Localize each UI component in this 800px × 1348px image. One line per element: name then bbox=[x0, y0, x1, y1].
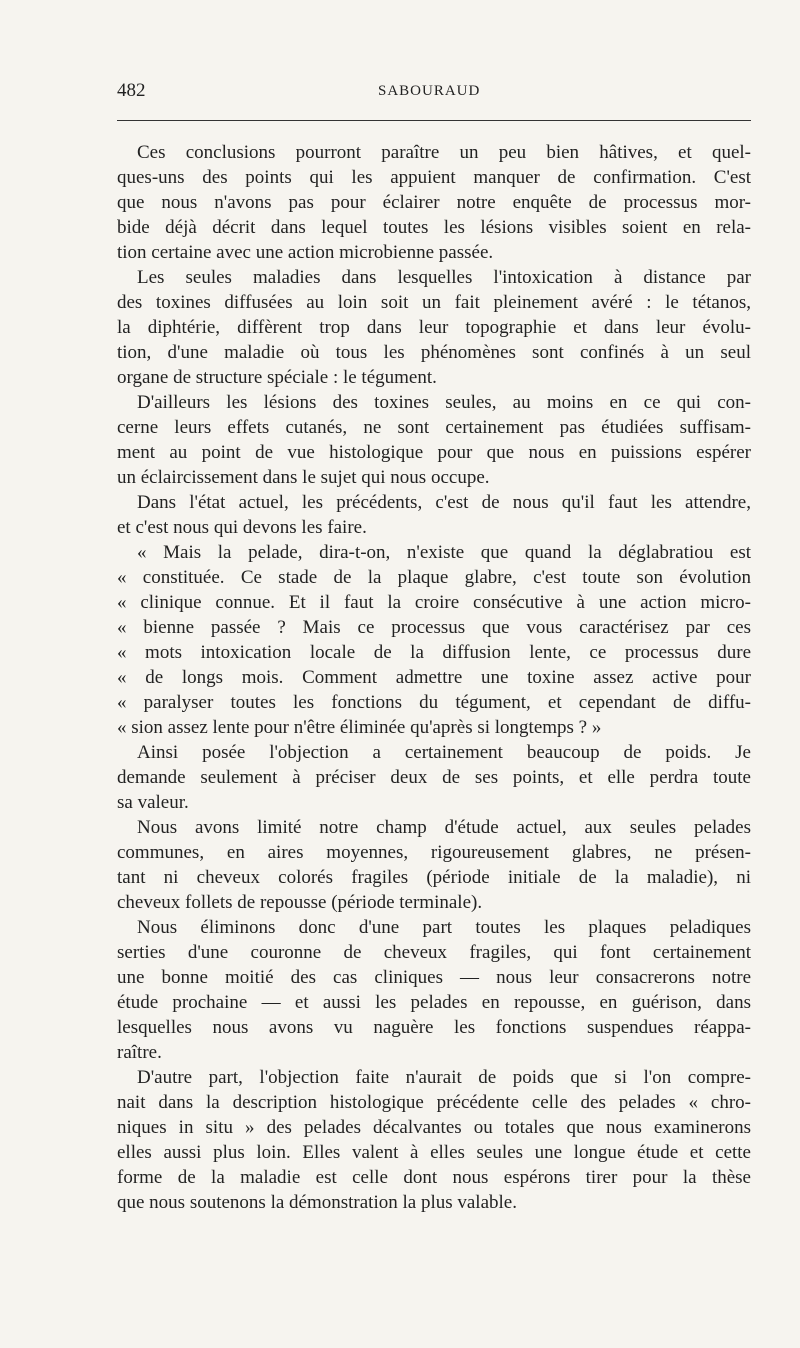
text-line: lesquelles nous avons vu naguère les fonctions suspendues réappa- bbox=[117, 1017, 751, 1038]
quote-line: « paralyser toutes les fonctions du tégument, et cependant de diffu- bbox=[117, 692, 751, 713]
text-line: D'autre part, l'objection faite n'aurait de poids que si l'on compre- bbox=[137, 1067, 751, 1088]
text-line: tion, d'une maladie où tous les phénomènes sont confinés à un seul bbox=[117, 342, 751, 363]
text-line: et c'est nous qui devons les faire. bbox=[117, 517, 367, 538]
text-line: Ainsi posée l'objection a certainement beaucoup de poids. Je bbox=[137, 742, 751, 763]
text-line: Nous éliminons donc d'une part toutes les plaques peladiques bbox=[137, 917, 751, 938]
text-line: la diphtérie, diffèrent trop dans leur topographie et dans leur évolu- bbox=[117, 317, 751, 338]
text-line: nait dans la description histologique précédente celle des pelades « chro- bbox=[117, 1092, 751, 1113]
quote-line: « de longs mois. Comment admettre une toxine assez active pour bbox=[117, 667, 751, 688]
text-line: Nous avons limité notre champ d'étude actuel, aux seules pelades bbox=[137, 817, 751, 838]
running-head: SABOURAUD bbox=[378, 83, 481, 99]
text-line: niques in situ » des pelades décalvantes ou totales que nous examinerons bbox=[117, 1117, 751, 1138]
text-line: Ces conclusions pourront paraître un peu bien hâtives, et quel- bbox=[137, 142, 751, 163]
text-line: cheveux follets de repousse (période terminale). bbox=[117, 892, 483, 913]
text-line: Les seules maladies dans lesquelles l'intoxication à distance par bbox=[137, 267, 751, 288]
text-line: organe de structure spéciale : le tégument. bbox=[117, 367, 437, 388]
text-line: une bonne moitié des cas cliniques — nous leur consacrerons notre bbox=[117, 967, 751, 988]
text-line: que nous n'avons pas pour éclairer notre enquête de processus mor- bbox=[117, 192, 751, 213]
text-line: étude prochaine — et aussi les pelades en repousse, en guérison, dans bbox=[117, 992, 751, 1013]
quote-line: « mots intoxication locale de la diffusion lente, ce processus dure bbox=[117, 642, 751, 663]
text-line: sa valeur. bbox=[117, 792, 189, 813]
body-text bbox=[117, 140, 751, 1215]
text-line: ment au point de vue histologique pour que nous en puissions espérer bbox=[117, 442, 751, 463]
text-line: des toxines diffusées au loin soit un fait pleinement avéré : le tétanos, bbox=[117, 292, 751, 313]
text-line: D'ailleurs les lésions des toxines seules, au moins en ce qui con- bbox=[137, 392, 751, 413]
text-line: raître. bbox=[117, 1042, 162, 1063]
text-line: Dans l'état actuel, les précédents, c'est de nous qu'il faut les attendre, bbox=[137, 492, 751, 513]
quote-line: « sion assez lente pour n'être éliminée qu'après si longtemps ? » bbox=[117, 717, 602, 738]
header-rule bbox=[117, 120, 751, 121]
quote-line: « clinique connue. Et il faut la croire consécutive à une action micro- bbox=[117, 592, 751, 613]
text-line: elles aussi plus loin. Elles valent à elles seules une longue étude et cette bbox=[117, 1142, 751, 1163]
text-line: un éclaircissement dans le sujet qui nous occupe. bbox=[117, 467, 490, 488]
quote-line: « Mais la pelade, dira-t-on, n'existe que quand la déglabratiou est bbox=[137, 542, 751, 563]
quote-line: « bienne passée ? Mais ce processus que vous caractérisez par ces bbox=[117, 617, 751, 638]
text-line: serties d'une couronne de cheveux fragiles, qui font certainement bbox=[117, 942, 751, 963]
text-line: cerne leurs effets cutanés, ne sont certainement pas étudiées suffisam- bbox=[117, 417, 751, 438]
text-line: bide déjà décrit dans lequel toutes les lésions visibles soient en rela- bbox=[117, 217, 751, 238]
text-line: demande seulement à préciser deux de ses points, et elle perdra toute bbox=[117, 767, 751, 788]
text-line: tion certaine avec une action microbienne passée. bbox=[117, 242, 494, 263]
text-line: ques-uns des points qui les appuient manquer de confirmation. C'est bbox=[117, 167, 751, 188]
text-line: forme de la maladie est celle dont nous espérons tirer pour la thèse bbox=[117, 1167, 751, 1188]
text-line: tant ni cheveux colorés fragiles (période initiale de la maladie), ni bbox=[117, 867, 751, 888]
page-header bbox=[117, 80, 751, 110]
page-number: 482 bbox=[117, 80, 146, 101]
quote-line: « constituée. Ce stade de la plaque glabre, c'est toute son évolution bbox=[117, 567, 751, 588]
text-line: que nous soutenons la démonstration la plus valable. bbox=[117, 1192, 517, 1213]
text-line: communes, en aires moyennes, rigoureusement glabres, ne présen- bbox=[117, 842, 751, 863]
